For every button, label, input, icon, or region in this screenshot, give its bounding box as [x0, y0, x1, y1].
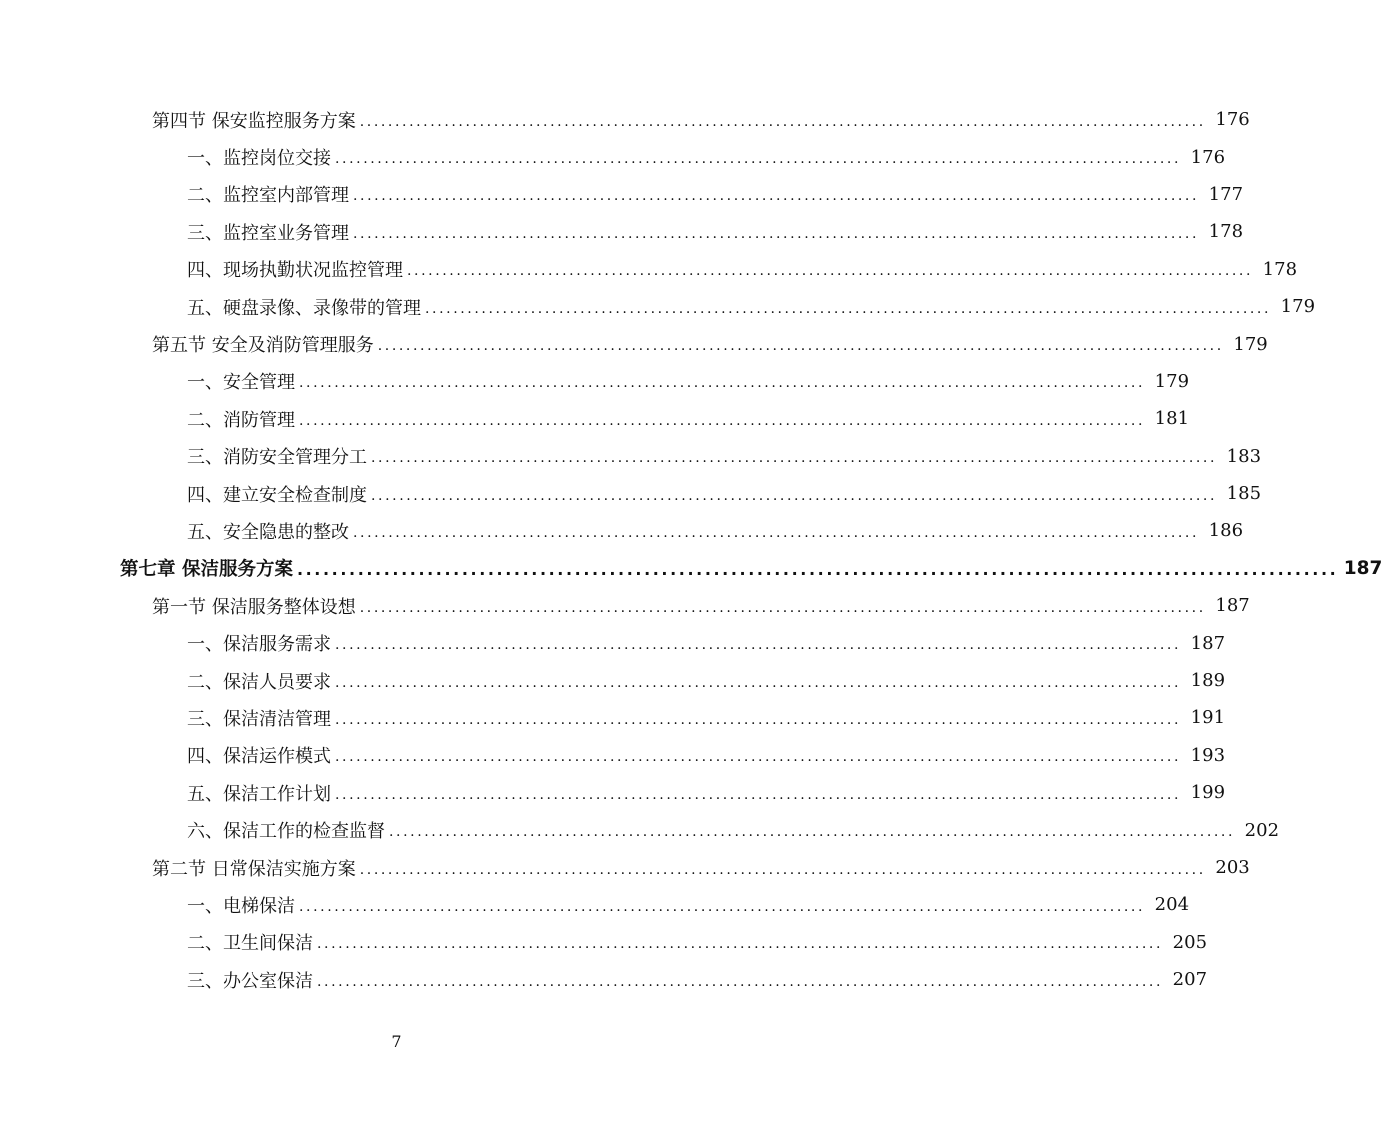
- toc-entry[interactable]: [0, 438, 1262, 475]
- dot-leader: ........................................................................................................................: [353, 225, 1200, 242]
- toc-entry-title: 第七章 保洁服务方案: [120, 559, 293, 581]
- dot-leader: ........................................................................................................................: [353, 188, 1200, 205]
- dot-leader: ........................................................................................................................: [389, 824, 1236, 841]
- toc-entry-title: 四、现场执勤状况监控管理: [187, 260, 403, 282]
- toc-entry[interactable]: [0, 961, 1208, 998]
- toc-entry-title: 三、办公室保洁: [187, 970, 313, 992]
- toc-entry[interactable]: [0, 512, 1244, 549]
- toc-entry-title: 一、监控岗位交接: [187, 148, 331, 170]
- toc-entry-title: 五、硬盘录像、录像带的管理: [187, 297, 421, 319]
- toc-entry-page: 199: [1190, 782, 1226, 804]
- toc-entry-title: 第一节 保洁服务整体设想: [152, 596, 356, 618]
- toc-entry[interactable]: [0, 363, 1190, 400]
- dot-leader: ........................................................................................................................: [335, 711, 1182, 728]
- dot-leader: ........................................................................................................................: [359, 599, 1206, 616]
- dot-leader: ........................................................................................................................: [317, 973, 1164, 990]
- toc-entry[interactable]: [0, 624, 1226, 661]
- toc-entry-page: 187: [1190, 632, 1226, 654]
- toc-entry-title: 五、保洁工作计划: [187, 783, 331, 805]
- toc-entry-title: 二、消防管理: [187, 409, 295, 431]
- dot-leader: ........................................................................................................................: [335, 674, 1182, 691]
- toc-entry-title: 三、保洁清洁管理: [187, 708, 331, 730]
- toc-entry[interactable]: [0, 288, 1316, 325]
- toc-entry[interactable]: [0, 811, 1280, 848]
- toc-entry-page: 189: [1190, 670, 1226, 692]
- toc-entry[interactable]: [0, 886, 1190, 923]
- toc-entry[interactable]: [0, 699, 1226, 736]
- dot-leader: ........................................................................................................................: [299, 412, 1146, 429]
- toc-entry-title: 二、卫生间保洁: [187, 933, 313, 955]
- toc-entry-page: 207: [1172, 969, 1208, 991]
- toc-entry-page: 205: [1172, 931, 1208, 953]
- dot-leader: ........................................................................................................................: [317, 936, 1164, 953]
- dot-leader: ........................................................................................................................: [353, 524, 1200, 541]
- toc-entry[interactable]: [0, 325, 1268, 362]
- toc-entry[interactable]: [0, 138, 1226, 175]
- toc-chapter-entry[interactable]: [0, 550, 1382, 587]
- toc-entry[interactable]: [0, 737, 1226, 774]
- dot-leader: ........................................................................................................................: [296, 560, 1339, 580]
- toc-entry[interactable]: [0, 924, 1208, 961]
- toc-entry-title: 六、保洁工作的检查监督: [187, 821, 385, 843]
- toc-entry-title: 第二节 日常保洁实施方案: [152, 858, 356, 880]
- toc-entry-page: 193: [1190, 744, 1226, 766]
- toc-entry[interactable]: [0, 101, 1250, 138]
- dot-leader: ........................................................................................................................: [335, 749, 1182, 766]
- toc-entry-page: 191: [1190, 707, 1226, 729]
- toc-entry-title: 第五节 安全及消防管理服务: [152, 335, 374, 357]
- toc-entry-page: 178: [1208, 221, 1244, 243]
- toc-entry-title: 一、电梯保洁: [187, 895, 295, 917]
- dot-leader: ........................................................................................................................: [377, 338, 1224, 355]
- dot-leader: ........................................................................................................................: [371, 487, 1218, 504]
- dot-leader: ........................................................................................................................: [299, 898, 1146, 915]
- toc-entry-page: 181: [1154, 408, 1190, 430]
- toc-entry-page: 204: [1154, 894, 1190, 916]
- toc-entry-page: 203: [1215, 857, 1250, 878]
- toc-entry-page: 187: [1343, 557, 1382, 579]
- dot-leader: ........................................................................................................................: [371, 450, 1218, 467]
- toc-entry[interactable]: [0, 400, 1190, 437]
- toc-entry-title: 一、保洁服务需求: [187, 634, 331, 656]
- dot-leader: ........................................................................................................................: [407, 263, 1254, 280]
- toc-entry-title: 三、消防安全管理分工: [187, 447, 367, 469]
- toc-entry-page: 179: [1280, 296, 1316, 318]
- toc-entry-page: 187: [1215, 595, 1250, 617]
- toc-entry-title: 一、安全管理: [187, 372, 295, 394]
- toc-entry-page: 179: [1154, 370, 1190, 392]
- dot-leader: ........................................................................................................................: [359, 861, 1206, 878]
- toc-entry[interactable]: [0, 475, 1262, 512]
- toc-entry-title: 四、保洁运作模式: [187, 746, 331, 768]
- toc-entry[interactable]: [0, 662, 1226, 699]
- dot-leader: ........................................................................................................................: [299, 375, 1146, 392]
- toc-entry-title: 四、建立安全检查制度: [187, 484, 367, 506]
- dot-leader: ........................................................................................................................: [335, 637, 1182, 654]
- page-number: 7: [391, 1032, 402, 1051]
- toc-entry-page: 176: [1190, 146, 1226, 168]
- dot-leader: ........................................................................................................................: [425, 300, 1272, 317]
- toc-entry[interactable]: [0, 213, 1244, 250]
- toc-entry-page: 179: [1233, 333, 1268, 355]
- toc-entry[interactable]: [0, 587, 1250, 624]
- toc-entry[interactable]: [0, 849, 1250, 886]
- toc-entry-page: 177: [1208, 183, 1244, 205]
- toc-entry-page: 186: [1208, 520, 1244, 542]
- toc-entry-page: 176: [1215, 109, 1250, 131]
- toc-entry-title: 二、保洁人员要求: [187, 671, 331, 693]
- toc-entry[interactable]: [0, 774, 1226, 811]
- toc-entry-page: 183: [1226, 445, 1262, 467]
- toc-entry[interactable]: [0, 251, 1298, 288]
- toc-entry-page: 178: [1262, 258, 1298, 280]
- toc-entry-title: 二、监控室内部管理: [187, 185, 349, 207]
- table-of-contents: [0, 101, 1382, 998]
- toc-entry-title: 三、监控室业务管理: [187, 222, 349, 244]
- dot-leader: ........................................................................................................................: [359, 113, 1206, 130]
- toc-entry-title: 五、安全隐患的整改: [187, 521, 349, 543]
- toc-entry-title: 第四节 保安监控服务方案: [152, 110, 356, 132]
- toc-entry-page: 202: [1244, 819, 1280, 841]
- dot-leader: ........................................................................................................................: [335, 786, 1182, 803]
- toc-entry[interactable]: [0, 176, 1244, 213]
- toc-entry-page: 185: [1226, 483, 1262, 505]
- dot-leader: ........................................................................................................................: [335, 151, 1182, 168]
